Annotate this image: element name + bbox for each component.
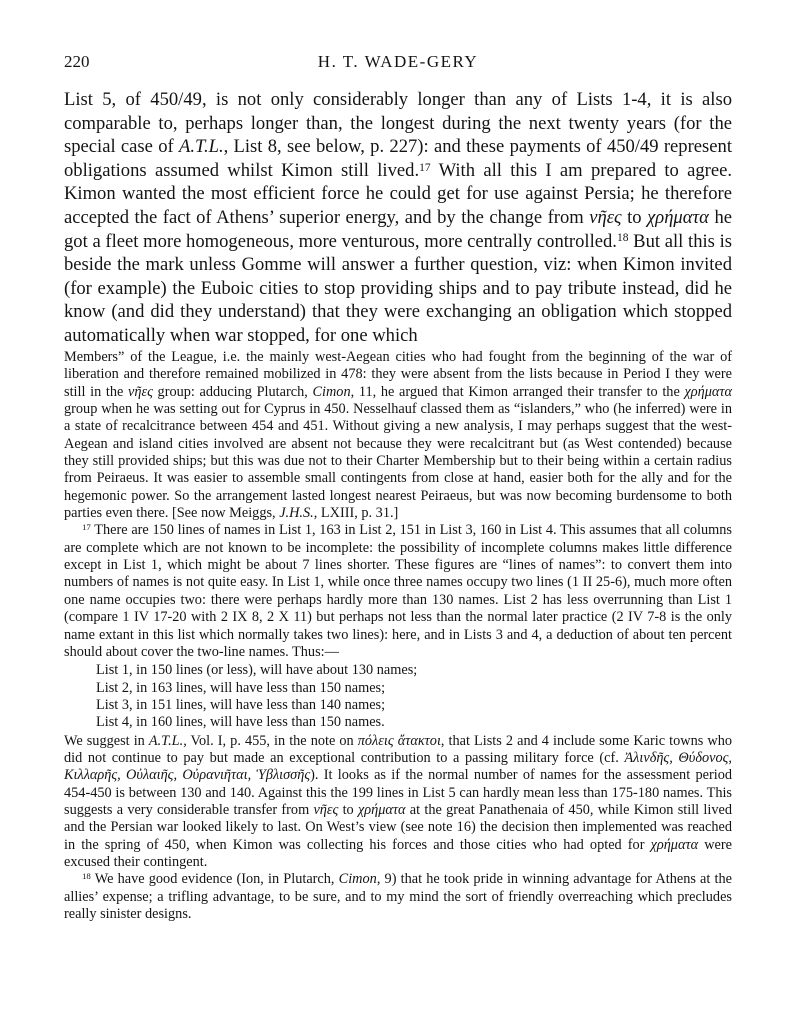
text-run: We have good evidence (Ion, in Plutarch, — [90, 871, 339, 888]
text-run: ). It looks as if the normal number of names for the assessment period 454-450 is between 130 and 140. Against this the 199 lines in List 5 can hardly mean less than 175-180 names. This suggests a very considerable transfer from — [64, 767, 733, 818]
text-run: to — [338, 801, 358, 818]
text-run: , 11, he argued that Kimon arranged their transfer to the — [350, 383, 685, 400]
text-run: Members” of the League, i.e. the mainly west-Aegean cities who had fought from the beginning of the war of liberation and therefore remained mobilized in 478: they were absent from the lists because in Period I they were still in the — [64, 349, 732, 400]
page-number: 220 — [64, 52, 90, 71]
greek-term: νῆες — [589, 206, 622, 228]
footnote-17 — [64, 522, 732, 661]
greek-town-names: Ἀλινδῆς, Θύδονος, Κιλλαρῆς, Οὐλαιῆς, Οὐρανιῆται, Ὑβλισσῆς — [64, 749, 732, 784]
text-run: at the great Panathenaia of 450, while Kimon still lived and the Persian war looked likely to last. On West’s view (see note 16) the decision then implemented was reached in the spring of 450, when Kimon was collecting his forces and those cities who had opted for — [64, 801, 732, 853]
work-title: Cimon — [312, 383, 351, 400]
running-head: H. T. WADE-GERY — [317, 52, 479, 71]
greek-term: νῆες — [313, 801, 339, 818]
text-run: , LXIII, p. 31.] — [313, 505, 399, 522]
list-item: List 4, in 160 lines, will have less than 150 names. — [96, 714, 385, 731]
names-estimate-list — [96, 662, 732, 731]
footnote-continuation — [64, 349, 732, 522]
footnotes — [64, 349, 732, 923]
text-run: But all this is beside the mark unless Gomme will answer a further question, viz: when Kimon invited (for example) the Euboic cities to stop providing ships and to pay tribute instead, did he know (and did they understand) that they were exchanging an obligation which stopped automatically when war stopped, for one which — [64, 230, 732, 346]
greek-term: χρήματα — [647, 206, 709, 228]
text-run: , List 8, see below, p. 227): and these payments of 450/49 represent obligations assumed whilst Kimon still lived. — [64, 136, 732, 181]
list-item: List 1, in 150 lines (or less), will have about 130 names; — [96, 662, 418, 679]
text-run: List 5, of 450/49, is not only considerably longer than any of Lists 1-4, it is also comparable to, perhaps longer than, the longest during the next twenty years (for the special case of — [64, 89, 732, 158]
text-run: he got a fleet more homogeneous, more venturous, more centrally controlled. — [64, 206, 732, 252]
text-run: With all this I am prepared to agree. Kimon wanted the most efficient force he could get for use against Persia; he therefore accepted the fact of Athens’ superior energy, and by the change from — [64, 159, 732, 228]
greek-term: χρήματα — [684, 383, 733, 400]
greek-term: χρήματα — [650, 836, 699, 853]
text-run: We suggest in — [64, 732, 149, 749]
text-run: to — [621, 206, 648, 228]
footnote-ref-18[interactable]: 18 — [616, 232, 629, 245]
atl-reference: A.T.L. — [178, 136, 224, 158]
list-item: List 3, in 151 lines, will have less than 140 names; — [96, 696, 386, 713]
text-run: , 9) that he took pride in winning advantage for Athens at the allies’ expense; a trifling advantage, to be sure, and to my mind the sort of friendly overreaching which precludes really sinister designs. — [64, 871, 732, 922]
text-run: , that Lists 2 and 4 include some Karic towns who did not continue to pay but made an exceptional contribution to a passing military force (cf. — [64, 732, 732, 766]
footnote-ref-17[interactable]: 17 — [419, 161, 431, 174]
atl-reference: A.T.L. — [148, 732, 184, 749]
main-text — [64, 88, 732, 348]
text-run: group: adducing Plutarch, — [152, 383, 313, 400]
greek-term: νῆες — [128, 383, 153, 400]
footnote-number: 18 — [82, 871, 91, 882]
text-run: were excused their contingent. — [64, 836, 732, 870]
page-header — [64, 52, 732, 74]
journal-title: J.H.S. — [279, 505, 314, 522]
greek-term: χρήματα — [357, 801, 406, 818]
text-run: group when he was setting out for Cyprus in 450. Nesselhauf classed them as “islanders,” who (he inferred) were in a state of recalcitrance between 454 and 451. Without giving a new analysis, I may perhaps suggest that the west-Aegean and island cities involved are absent not because they were recalcitrant but (as West contended) because they still provided ships; but this was due not to their Charter Membership but to their being within a certain radius from Peiraeus. It was easier to assemble small contingents from close at hand, easier both for the ally and for the hegemonic power. So the arrangement lasted longest nearest Peiraeus, but was now becoming burdensome to both parties even there. [See now Meiggs, — [64, 401, 732, 522]
work-title: Cimon — [338, 871, 377, 888]
body-paragraph — [64, 88, 732, 348]
footnote-17-continued — [64, 733, 732, 872]
text-run: There are 150 lines of names in List 1, 163 in List 2, 151 in List 3, 160 in List 4. This assumes that all columns are complete which are not known to be incomplete: the possibility of incomplete columns makes little difference except in List 1, which might be about 7 lines shorter. These figures are “lines of names”: to convert them into numbers of names is not quite easy. In List 1, while once three names occupy two lines (1 II 25-6), much more often one name occupies two: there were perhaps hardly more than 130 names. List 2 has less overrunning than List 1 (compare 1 IV 17-20 with 2 IX 8, 2 X 11) but perhaps not less than the normal later practice (2 IV 7-8 is the only name extant in this list which normally takes two lines): here, and in Lists 3 and 4, a deduction of about ten percent should about cover the two-line names. Thus:— — [64, 522, 732, 660]
greek-term: πόλεις ἄτακτοι — [357, 732, 441, 749]
list-item: List 2, in 163 lines, will have less than 150 names; — [96, 679, 386, 696]
footnote-18 — [64, 871, 732, 923]
text-run: , Vol. I, p. 455, in the note on — [183, 732, 358, 749]
footnote-number: 17 — [82, 522, 91, 533]
